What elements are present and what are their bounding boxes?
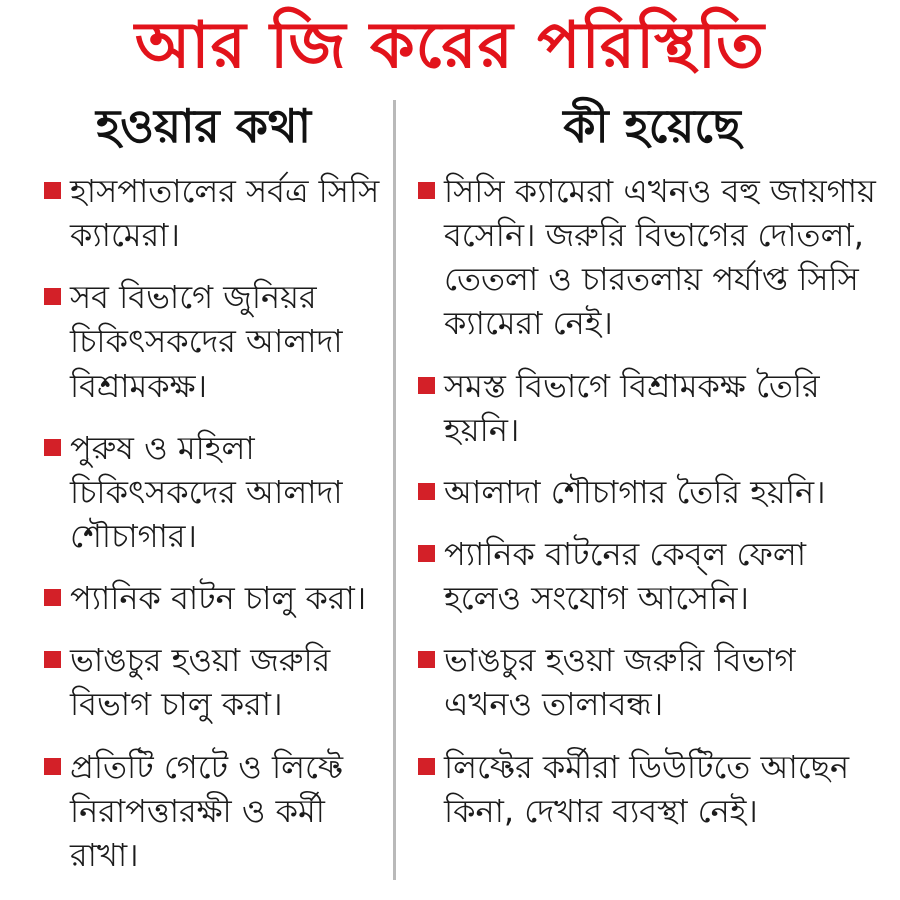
list-item — [418, 532, 886, 620]
list-item — [44, 638, 383, 726]
list-item-text: সিসি ক্যামেরা এখনও বহু জায়গায় বসেনি। জরুরি বিভাগের দোতলা, তেতলা ও চারতলায় পর্যাপ্ত সিসি ক্যামেরা নেই। — [444, 171, 876, 343]
list-item-text: সব বিভাগে জুনিয়র চিকিৎসকদের আলাদা বিশ্রামকক্ষ। — [70, 278, 343, 405]
list-item — [418, 364, 886, 452]
comparison-columns — [0, 100, 900, 880]
list-item-text: প্যানিক বাটনের কেব্‌ল ফেলা হলেও সংযোগ আসেনি। — [444, 534, 807, 618]
red-square-bullet-icon — [418, 758, 435, 775]
list-item-text: প্যানিক বাটন চালু করা। — [70, 579, 367, 618]
red-square-bullet-icon — [418, 182, 435, 199]
list-item-text: ভাঙচুর হওয়া জরুরি বিভাগ চালু করা। — [70, 641, 331, 724]
red-square-bullet-icon — [44, 439, 61, 456]
list-item-text: লিফ্টের কর্মীরা ডিউটিতে আছেন কিনা, দেখার ব্যবস্থা নেই। — [444, 747, 850, 830]
page-title: আর জি করের পরিস্থিতি — [134, 9, 766, 83]
red-square-bullet-icon — [44, 288, 61, 305]
list-item — [44, 275, 383, 407]
red-square-bullet-icon — [44, 182, 61, 199]
red-square-bullet-icon — [418, 651, 435, 668]
list-item-text: হাসপাতালের সর্বত্র সিসি ক্যামেরা। — [70, 171, 380, 255]
column-expected — [0, 100, 396, 880]
red-square-bullet-icon — [418, 483, 435, 500]
column-actual-list — [418, 169, 886, 833]
column-expected-list — [44, 169, 383, 877]
list-item — [418, 745, 886, 833]
list-item-text: সমস্ত বিভাগে বিশ্রামকক্ষ তৈরি হয়নি। — [444, 366, 820, 449]
list-item-text: পুরুষ ও মহিলা চিকিৎসকদের আলাদা শৌচাগার। — [70, 428, 343, 555]
column-actual — [396, 100, 900, 880]
list-item — [418, 638, 886, 726]
list-item — [44, 745, 383, 877]
list-item — [44, 426, 383, 558]
list-item — [44, 576, 383, 620]
list-item — [418, 169, 886, 346]
column-actual-header: কী হয়েছে — [563, 99, 741, 153]
list-item — [44, 169, 383, 257]
red-square-bullet-icon — [418, 377, 435, 394]
red-square-bullet-icon — [44, 589, 61, 606]
list-item-text: ভাঙচুর হওয়া জরুরি বিভাগ এখনও তালাবন্ধ। — [444, 641, 796, 724]
red-square-bullet-icon — [44, 651, 61, 668]
red-square-bullet-icon — [418, 545, 435, 562]
column-expected-header: হওয়ার কথা — [95, 99, 312, 153]
red-square-bullet-icon — [44, 758, 61, 775]
list-item-text: আলাদা শৌচাগার তৈরি হয়নি। — [444, 472, 826, 511]
list-item — [418, 470, 886, 514]
list-item-text: প্রতিটি গেটে ও লিফ্টে নিরাপত্তারক্ষী ও কর্মী রাখা। — [70, 747, 344, 874]
